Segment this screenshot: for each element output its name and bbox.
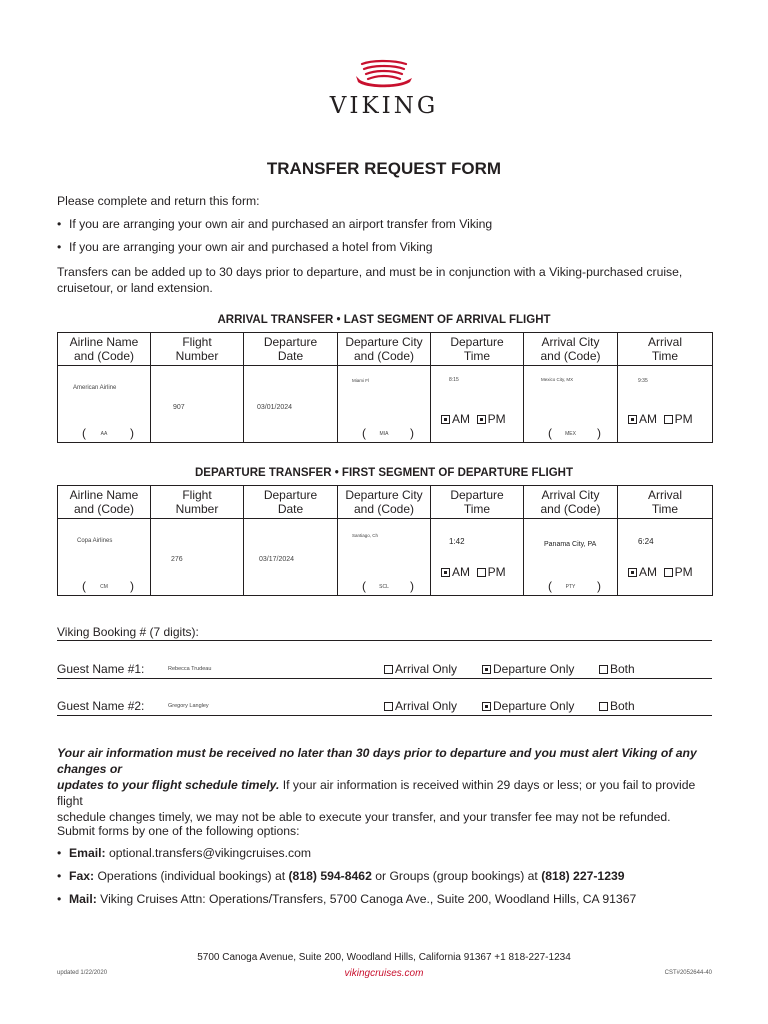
updated-date: updated 1/22/2020 [57,970,108,976]
col-arr-time: Arrival Time [618,486,713,519]
booking-field-line[interactable] [57,640,712,641]
arrival-heading: ARRIVAL TRANSFER • LAST SEGMENT OF ARRIVAL FLIGHT [217,314,551,326]
guest-2-line [57,715,712,716]
dep-time-cell[interactable]: 8:15 AM PM [431,366,524,443]
longship-icon [354,58,414,92]
table-row [58,519,713,596]
col-arr-city: Arrival City and (Code) [524,486,618,519]
am-checkbox[interactable] [441,568,450,577]
col-dep-city: Departure City and (Code) [338,333,431,366]
col-flight: Flight Number [151,333,244,366]
guest-2-label: Guest Name #2: [57,699,145,713]
guest-2-both[interactable]: Both [599,699,635,713]
flight-value: 276 [171,556,183,563]
pm-checkbox[interactable] [664,568,673,577]
guest-1-arrival-only[interactable]: Arrival Only [384,662,457,676]
flight-cell[interactable] [151,366,244,443]
dep-city-value: Miami Fl [352,378,369,383]
dep-city-cell[interactable]: Santiago, Ch ( SCL ) [338,519,431,596]
viking-logo [328,58,440,119]
form-code: CST#2052644-40 [664,970,712,976]
dep-time-cell[interactable]: 1:42 AM PM [431,519,524,596]
email-link[interactable]: optional.transfers@vikingcruises.com [108,846,312,860]
airline-code-value: AA [100,431,108,437]
date-value: 03/01/2024 [257,404,293,411]
bullet-item: • If you are arranging your own air and purchased an airport transfer from Viking [57,217,493,231]
airline-value: Copa Airlines [77,538,113,544]
date-value: 03/17/2024 [259,556,295,563]
arr-time-cell[interactable]: 6:24 AM PM [618,519,713,596]
flight-cell[interactable] [151,519,244,596]
col-flight: Flight Number [151,486,244,519]
intro-text: Please complete and return this form: [57,194,260,208]
arr-time-value: 6:24 [638,537,654,546]
table-row [58,366,713,443]
am-checkbox[interactable] [441,415,450,424]
departure-table [57,485,713,596]
date-cell[interactable] [244,366,338,443]
arr-code-value: MEX [565,431,576,437]
checkbox[interactable] [482,702,491,711]
deadline-warning: Your air information must be received no later than 30 days prior to departure and you must alert Viking of any changes or updates to your flight schedule timely. If your air information is received within 29 days or less; or you fail to provide flight schedule changes timely, we may not be able to execute your transfer, and your transfer fee may not be refunded. [57,746,697,824]
email-option: • Email: optional.transfers@vikingcruises.com [57,846,312,860]
col-dep-time: Departure Time [431,486,524,519]
guest-1-name[interactable]: Rebecca Trudeau [168,666,212,672]
arr-time-value: 9:35 [638,378,648,384]
checkbox[interactable] [599,702,608,711]
dep-time-value: 1:42 [449,537,465,546]
footer-address: 5700 Canoga Avenue, Suite 200, Woodland Hills, California 91367 +1 818-227-1234 [197,952,571,963]
table-header-row [58,486,713,519]
am-checkbox[interactable] [628,415,637,424]
dep-code-value: MIA [379,431,389,437]
brand-wordmark: VIKING [329,93,439,119]
guest-2-arrival-only[interactable]: Arrival Only [384,699,457,713]
dep-code-value: SCL [379,584,389,590]
dep-city-cell[interactable]: Miami Fl ( MIA ) [338,366,431,443]
col-dep-date: Departure Date [244,486,338,519]
col-arr-city: Arrival City and (Code) [524,333,618,366]
airline-value: American Airline [73,385,117,391]
arr-city-value: Mexico City, MX [541,377,574,382]
col-dep-date: Departure Date [244,333,338,366]
airline-code-value: CM [100,584,108,590]
checkbox[interactable] [482,665,491,674]
arr-city-cell[interactable]: Mexico City, MX ( MEX ) [524,366,618,443]
guest-2-name[interactable]: Gregory Langley [168,703,209,709]
checkbox[interactable] [384,665,393,674]
pm-checkbox[interactable] [477,568,486,577]
date-cell[interactable] [244,519,338,596]
arr-code-value: PTY [565,584,576,590]
arr-time-cell[interactable]: 9:35 AM PM [618,366,713,443]
guest-1-line [57,678,712,679]
submit-intro: Submit forms by one of the following options: [57,824,300,838]
col-dep-city: Departure City and (Code) [338,486,431,519]
footer-website[interactable]: vikingcruises.com [344,968,424,979]
guest-1-both[interactable]: Both [599,662,635,676]
checkbox[interactable] [599,665,608,674]
airline-cell[interactable]: American Airline ( AA ) [58,366,151,443]
pm-checkbox[interactable] [664,415,673,424]
transfer-note: Transfers can be added up to 30 days prior to departure, and must be in conjunction with a Viking-purchased cruise, cruisetour, or land extension. [57,265,683,295]
departure-heading: DEPARTURE TRANSFER • FIRST SEGMENT OF DEPARTURE FLIGHT [195,467,573,479]
col-arr-time: Arrival Time [618,333,713,366]
arrival-table [57,332,713,443]
form-title: TRANSFER REQUEST FORM [266,159,502,178]
flight-value: 907 [173,404,185,411]
col-airline: Airline Name and (Code) [58,333,151,366]
dep-city-value: Santiago, Ch [352,533,379,538]
bullet-item: • If you are arranging your own air and purchased a hotel from Viking [57,240,433,254]
dep-time-value: 8:15 [449,377,459,383]
arr-city-value: Panama City, PA [544,541,597,548]
guest-2-departure-only[interactable]: Departure Only [482,699,574,713]
col-dep-time: Departure Time [431,333,524,366]
col-airline: Airline Name and (Code) [58,486,151,519]
fax-option: • Fax: Operations (individual bookings) at (818) 594-8462 or Groups (group bookings) at (818) 227-1239 [57,869,625,883]
mail-option: • Mail: Viking Cruises Attn: Operations/Transfers, 5700 Canoga Ave., Suite 200, Woodland Hills, CA 91367 [57,892,637,906]
guest-1-departure-only[interactable]: Departure Only [482,662,574,676]
guest-1-label: Guest Name #1: [57,662,145,676]
am-checkbox[interactable] [628,568,637,577]
airline-cell[interactable]: Copa Airlines ( CM ) [58,519,151,596]
checkbox[interactable] [384,702,393,711]
arr-city-cell[interactable]: Panama City, PA ( PTY ) [524,519,618,596]
booking-label: Viking Booking # (7 digits): [57,625,199,639]
pm-checkbox[interactable] [477,415,486,424]
table-header-row [58,333,713,366]
